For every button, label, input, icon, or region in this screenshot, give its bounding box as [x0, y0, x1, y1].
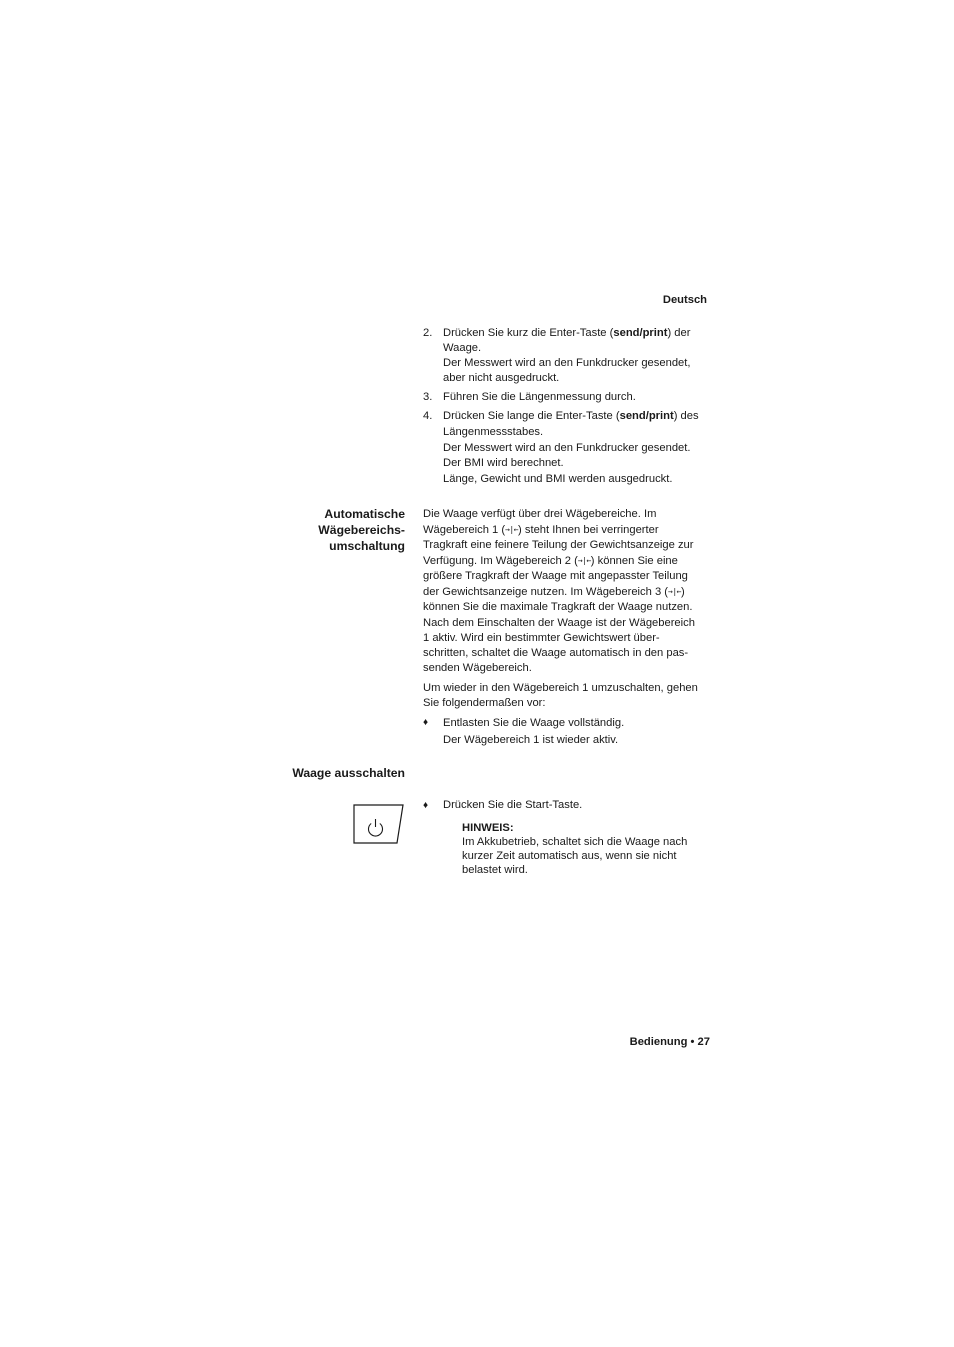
step-text-part: Drücken Sie lange die Enter-Taste (: [443, 410, 620, 422]
text-line: senden Wägebereich.: [423, 662, 532, 674]
text-line: Wägebereich 1 (: [423, 524, 506, 536]
step-number: 2.: [423, 327, 433, 339]
send-print-key-label: send/print: [619, 410, 674, 422]
hint-box: [462, 821, 712, 877]
text-line: Sie folgendermaßen vor:: [423, 697, 546, 709]
text-line: 1 aktiv. Wird ein bestimmter Gewichtswert über-: [423, 632, 660, 644]
text-line: Um wieder in den Wägebereich 1 umzuschalten, gehen: [423, 682, 698, 694]
text-line: ) steht Ihnen bei verringerter: [518, 524, 659, 536]
heading-line: Automatische: [324, 507, 405, 521]
weighing-range-2-icon: →|←: [577, 556, 591, 565]
step-note: Länge, Gewicht und BMI werden ausgedruckt.: [443, 473, 673, 486]
section-heading-auto-range: [250, 506, 405, 554]
weighing-range-3-icon: →|←: [668, 587, 681, 596]
hint-line: belastet wird.: [462, 864, 528, 876]
bullet-text: Drücken Sie die Start-Taste.: [443, 799, 583, 811]
text-line: ) können Sie eine: [590, 555, 678, 567]
step-text: [443, 326, 711, 386]
start-key-icon: [352, 803, 406, 845]
auto-range-paragraph-1: [423, 507, 713, 615]
step-text: Führen Sie die Längenmessung durch.: [443, 391, 636, 403]
step-note: Der BMI wird berechnet.: [443, 457, 564, 470]
heading-line: umschaltung: [329, 539, 405, 553]
text-line: schritten, schaltet die Waage automatisch in den pas-: [423, 647, 689, 659]
step-text-part: ) der: [667, 327, 691, 339]
page-language-header: Deutsch: [662, 294, 707, 306]
weighing-range-1-icon: →|←: [505, 525, 519, 534]
bullet-diamond-icon: ♦: [423, 717, 429, 728]
text-line: können Sie die maximale Tragkraft der Waage nutzen.: [423, 601, 693, 613]
step-note: aber nicht ausgedruckt.: [443, 372, 560, 384]
hint-line: kurzer Zeit automatisch aus, wenn sie nicht: [462, 850, 677, 862]
hint-line: Im Akkubetrieb, schaltet sich die Waage nach: [462, 836, 688, 848]
step-text-part: ) des: [673, 410, 699, 422]
hint-title: HINWEIS:: [462, 822, 514, 834]
auto-range-paragraph-3: [423, 681, 713, 711]
step-text-part: Längenmessstabes.: [443, 425, 544, 438]
heading-line: Wägebereichs-: [318, 523, 405, 537]
step-text: [443, 409, 711, 488]
text-line: Tragkraft eine feinere Teilung der Gewichtsanzeige zur: [423, 539, 694, 551]
text-line: Die Waage verfügt über drei Wägebereiche. Im: [423, 508, 657, 520]
text-line: ): [680, 586, 685, 598]
step-number: 3.: [423, 391, 433, 403]
text-line: Entlasten Sie die Waage vollständig.: [443, 717, 625, 729]
text-line: größere Tragkraft der Waage mit angepasster Teilung: [423, 570, 688, 582]
step-number: 4.: [423, 410, 433, 422]
section-heading-scale-off: Waage ausschalten: [292, 766, 405, 780]
text-line: Nach dem Einschalten der Waage ist der Wägebereich: [423, 617, 695, 629]
step-note: Der Messwert wird an den Funkdrucker gesendet,: [443, 357, 691, 369]
text-line: der Gewichtsanzeige nutzen. Im Wägebereich 3 (: [423, 586, 669, 598]
send-print-key-label: send/print: [613, 327, 668, 339]
page-footer: Bedienung • 27: [629, 1036, 710, 1048]
bullet-diamond-icon: ♦: [423, 800, 429, 811]
text-line: Der Wägebereich 1 ist wieder aktiv.: [443, 734, 619, 746]
step-text-part: Waage.: [443, 342, 482, 354]
text-line: Verfügung. Im Wägebereich 2 (: [423, 555, 578, 567]
auto-range-paragraph-2: [423, 616, 713, 676]
bullet-text: [443, 715, 711, 749]
step-text-part: Drücken Sie kurz die Enter-Taste (: [443, 327, 614, 339]
step-note: Der Messwert wird an den Funkdrucker gesendet.: [443, 441, 691, 454]
